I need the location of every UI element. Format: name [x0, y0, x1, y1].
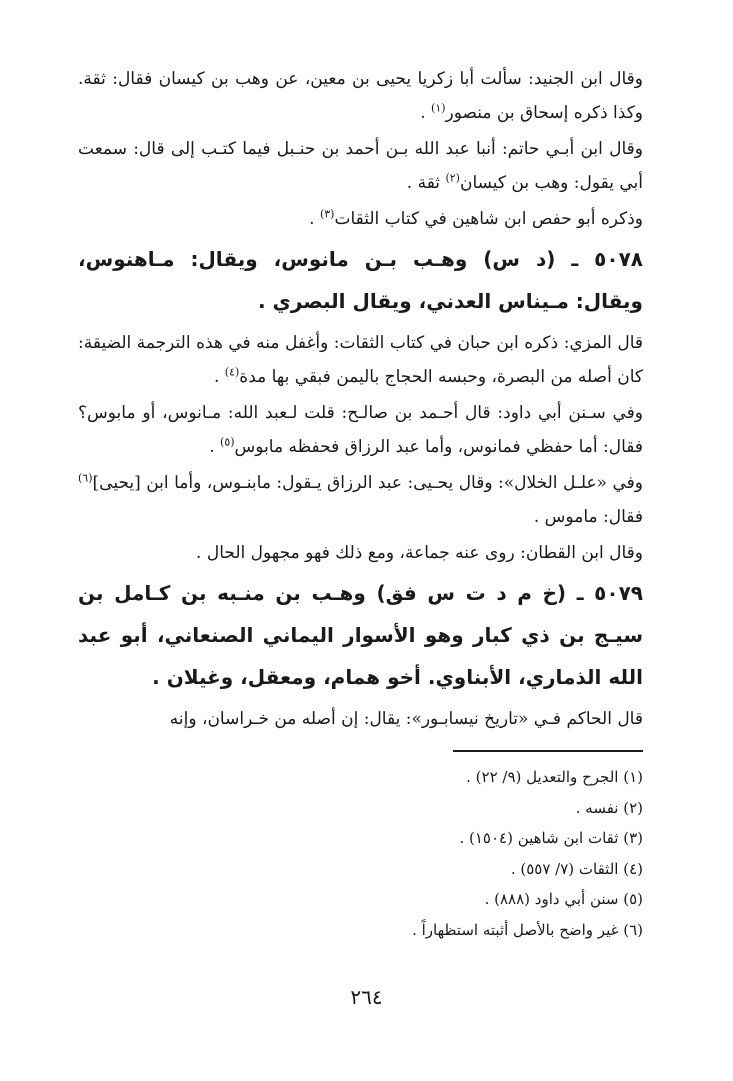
entry-heading-5079: ٥٠٧٩ ـ (خ م د ت س فق) وهـب بن منـبه بن كـامل بن سيـج بن ذي كبار وهو الأسوار اليماني الصنعاني، أبو عبد الله الذماري، الأبناوي. أخو همام، ومعقل، وغيلان .	[78, 581, 643, 689]
paragraph-text: وفي «علـل الخلال»: وقال يحـيى: عبد الرزاق يـقول: مابنـوس، وأما ابن [يحيى]	[92, 473, 643, 493]
paragraph-a-3	[78, 202, 643, 236]
paragraph-text: وقال ابن القطان: روى عنه جماعة، ومع ذلك فهو مجهول الحال .	[196, 543, 643, 563]
paragraph-tail: .	[209, 437, 221, 457]
footnote-4: (٤) الثقات (٧/ ٥٥٧) .	[510, 859, 643, 878]
text-block-2	[78, 326, 643, 570]
paragraph-text: وقال ابن الجنيد: سألت أبا زكريا يحيى بن معين، عن وهب بن كيسان فقال: ثقة. وكذا ذكره إسحاق بن منصور	[78, 69, 643, 123]
footnote-marker: (٦)	[78, 471, 93, 485]
footnote-marker: (٢)	[445, 171, 460, 185]
paragraph-text: وفي سـنن أبي داود: قال أحـمد بن صالـح: قلت لـعبد الله: مـانوس، أو مابوس؟ فقال: أما حفظي فمانوس، وأما عبد الرزاق فحفظه مابوس	[78, 403, 643, 457]
paragraph-a-2	[78, 132, 643, 200]
paragraph-b-4	[78, 536, 643, 570]
footnote-marker: (١)	[431, 101, 446, 115]
paragraph-b-3	[78, 466, 643, 534]
paragraph-a-1	[78, 62, 643, 130]
footnote-marker: (٣)	[319, 207, 335, 221]
footnotes	[78, 762, 643, 945]
paragraph-tail: .	[213, 367, 225, 387]
footnote-6: (٦) غير واضح بالأصل أثبته استظهاراً .	[412, 920, 643, 939]
paragraph-b-1	[78, 326, 643, 394]
paragraph-tail: ثقة .	[406, 173, 446, 193]
paragraph-text: وذكره أبو حفص ابن شاهين في كتاب الثقات	[334, 209, 643, 229]
paragraph-b-2	[78, 396, 643, 464]
footnote-3: (٣) ثقات ابن شاهين (١٥٠٤) .	[459, 829, 643, 847]
paragraph-text: وقال ابن أبـي حاتم: أنبا عبد الله بـن أحمد بن حنـبل فيما كتـب إلى قال: سمعت أبي يقول: وهب بن كيسان	[78, 139, 643, 193]
paragraph-tail: .	[420, 103, 432, 123]
paragraph-text: قال المزي: ذكره ابن حبان في كتاب الثقات: وأغفل منه في هذه الترجمة الضيقة: كان أصله من البصرة، وحبسه الحجاج باليمن فبقي بها مدة	[78, 333, 643, 387]
paragraph-last: قال الحاكم فـي «تاريخ نيسابـور»: يقال: إن أصله من خـراسان، وإنه	[169, 709, 643, 729]
page-number: ٢٦٤	[350, 985, 383, 1009]
footnote-5: (٥) سنن أبي داود (٨٨٨) .	[484, 890, 643, 908]
footnote-2: (٢) نفسه .	[575, 798, 643, 817]
entry-heading-5078: ٥٠٧٨ ـ (د س) وهـب بـن مانوس، ويقال: مـاهنوس، ويقال: مـيناس العدني، ويقال البصري .	[78, 247, 643, 313]
page-body	[78, 62, 643, 939]
footnote-1: (١) الجرح والتعديل (٩/ ٢٢) .	[466, 768, 643, 786]
paragraph-tail: .	[309, 209, 320, 229]
footnote-divider	[453, 750, 643, 752]
footnote-marker: (٥)	[220, 435, 235, 449]
text-block-1	[78, 62, 643, 236]
footnote-marker: (٤)	[224, 365, 240, 379]
paragraph-tail: فقال: ماموس .	[533, 507, 643, 527]
